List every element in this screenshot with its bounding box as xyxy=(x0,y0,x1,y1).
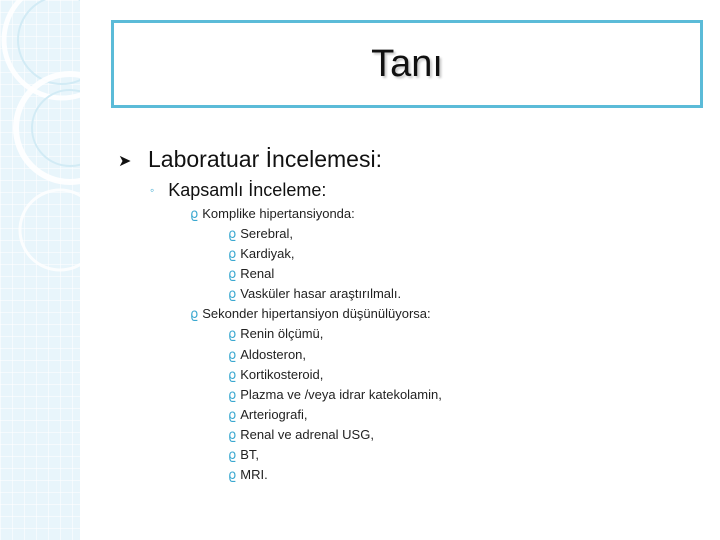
bullet-icon: ϱ xyxy=(228,327,237,342)
bullet-icon: ϱ xyxy=(228,247,237,262)
bullet-icon: ϱ xyxy=(228,267,237,282)
bullet-icon: ϱ xyxy=(228,468,237,483)
list-item: ϱ Aldosteron, xyxy=(228,347,307,363)
bullet-icon: ϱ xyxy=(228,388,237,403)
group-heading: ϱ Sekonder hipertansiyon düşünülüyorsa: xyxy=(190,306,431,322)
list-item: ϱ Renin ölçümü, xyxy=(228,326,324,342)
list-item: ϱ BT, xyxy=(228,447,260,463)
slide-title: Tanı xyxy=(371,43,443,85)
title-box xyxy=(111,20,703,108)
bullet-icon: ϱ xyxy=(190,207,199,222)
bullet-icon: ϱ xyxy=(228,448,237,463)
decorative-circles xyxy=(0,0,80,540)
arrow-bullet-icon: ➤ xyxy=(118,153,132,170)
list-item: ϱ Vasküler hasar araştırılmalı. xyxy=(228,286,402,302)
list-item: ϱ Serebral, xyxy=(228,226,294,242)
level1-heading: Laboratuar İncelemesi: xyxy=(148,146,382,172)
list-item: ϱ Plazma ve /veya idrar katekolamin, xyxy=(228,387,442,403)
bullet-icon: ϱ xyxy=(228,368,237,383)
level2-heading: ◦ Kapsamlı İnceleme: xyxy=(150,180,327,200)
decorative-sidebar xyxy=(0,0,80,540)
list-item: ϱ Kortikosteroid, xyxy=(228,367,324,383)
bullet-icon: ϱ xyxy=(228,348,237,363)
bullet-icon: ϱ xyxy=(190,307,199,322)
group-heading: ϱ Komplike hipertansiyonda: xyxy=(190,206,355,222)
bullet-icon: ϱ xyxy=(228,227,237,242)
circle-bullet-icon: ◦ xyxy=(150,183,155,197)
list-item: ϱ MRI. xyxy=(228,467,268,483)
list-item: ϱ Kardiyak, xyxy=(228,246,295,262)
bullet-icon: ϱ xyxy=(228,408,237,423)
list-item: ϱ Arteriografi, xyxy=(228,407,308,423)
bullet-icon: ϱ xyxy=(228,287,237,302)
bullet-icon: ϱ xyxy=(228,428,237,443)
list-item: ϱ Renal ve adrenal USG, xyxy=(228,427,374,443)
list-item: ϱ Renal xyxy=(228,266,275,282)
